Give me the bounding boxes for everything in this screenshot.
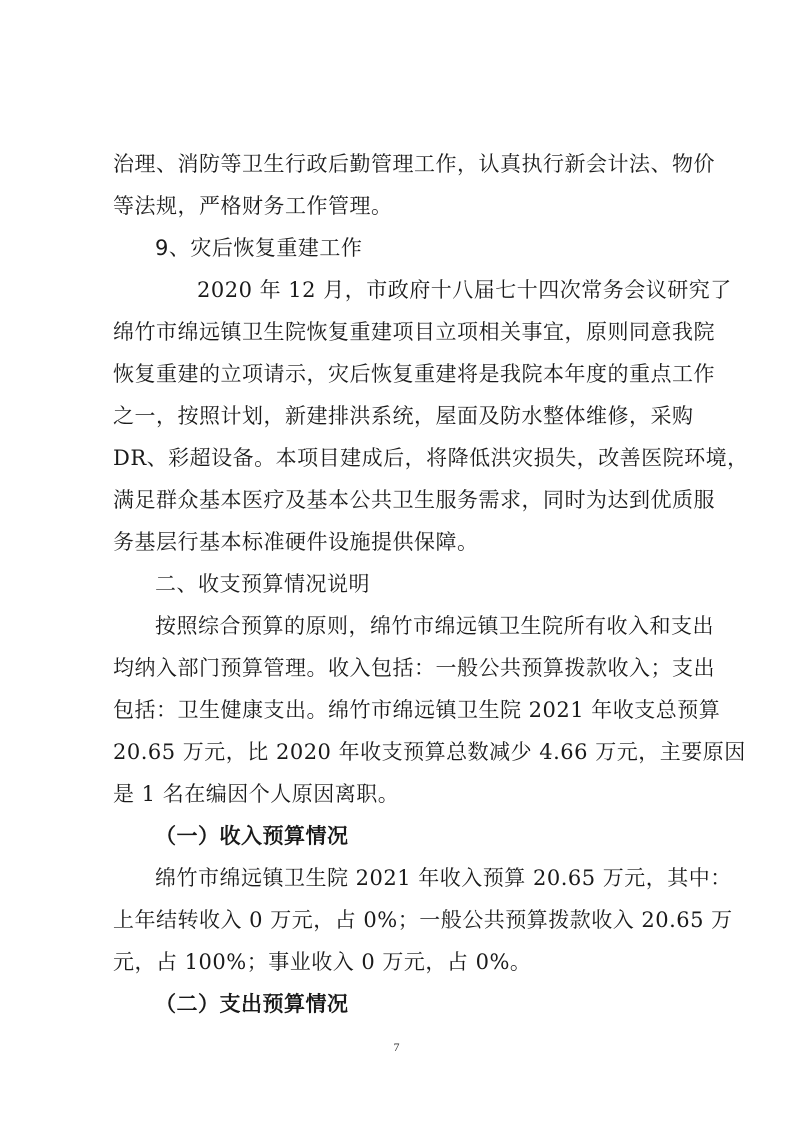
paragraph-line: 等法规，严格财务工作管理。	[113, 194, 393, 218]
paragraph-line: DR、彩超设备。本项目建成后，将降低洪灾损失，改善医院环境，	[113, 446, 749, 470]
paragraph-line: 20.65 万元，比 2020 年收支预算总数减少 4.66 万元，主要原因	[113, 740, 746, 764]
paragraph-line: 元，占 100%；事业收入 0 万元，占 0%。	[113, 950, 532, 974]
section-heading: 二、收支预算情况说明	[155, 572, 370, 596]
page-number: 7	[393, 1040, 400, 1054]
paragraph-line: 务基层行基本标准硬件设施提供保障。	[113, 530, 479, 554]
paragraph-line: 之一，按照计划，新建排洪系统，屋面及防水整体维修，采购	[113, 404, 694, 428]
paragraph-line: 按照综合预算的原则，绵竹市绵远镇卫生院所有收入和支出	[155, 614, 714, 638]
section-heading: 9、灾后恢复重建工作	[155, 236, 363, 260]
paragraph-line: 包括：卫生健康支出。绵竹市绵远镇卫生院 2021 年收支总预算	[113, 698, 721, 722]
paragraph-line: 上年结转收入 0 万元，占 0%；一般公共预算拨款收入 20.65 万	[113, 908, 733, 932]
subsection-heading: （二）支出预算情况	[155, 991, 349, 1016]
subsection-heading: （一）收入预算情况	[155, 823, 349, 848]
paragraph-line: 绵竹市绵远镇卫生院恢复重建项目立项相关事宜，原则同意我院	[113, 320, 715, 344]
paragraph-line: 均纳入部门预算管理。收入包括：一般公共预算拨款收入；支出	[113, 656, 715, 680]
paragraph-line: 满足群众基本医疗及基本公共卫生服务需求，同时为达到优质服	[113, 488, 715, 512]
paragraph-line: 是 1 名在编因个人原因离职。	[113, 782, 400, 806]
paragraph-line: 绵竹市绵远镇卫生院 2021 年收入预算 20.65 万元，其中：	[155, 866, 732, 890]
paragraph-line: 2020 年 12 月，市政府十八届七十四次常务会议研究了	[197, 278, 732, 302]
paragraph-line: 恢复重建的立项请示，灾后恢复重建将是我院本年度的重点工作	[113, 362, 715, 386]
paragraph-line: 治理、消防等卫生行政后勤管理工作，认真执行新会计法、物价	[113, 152, 715, 176]
